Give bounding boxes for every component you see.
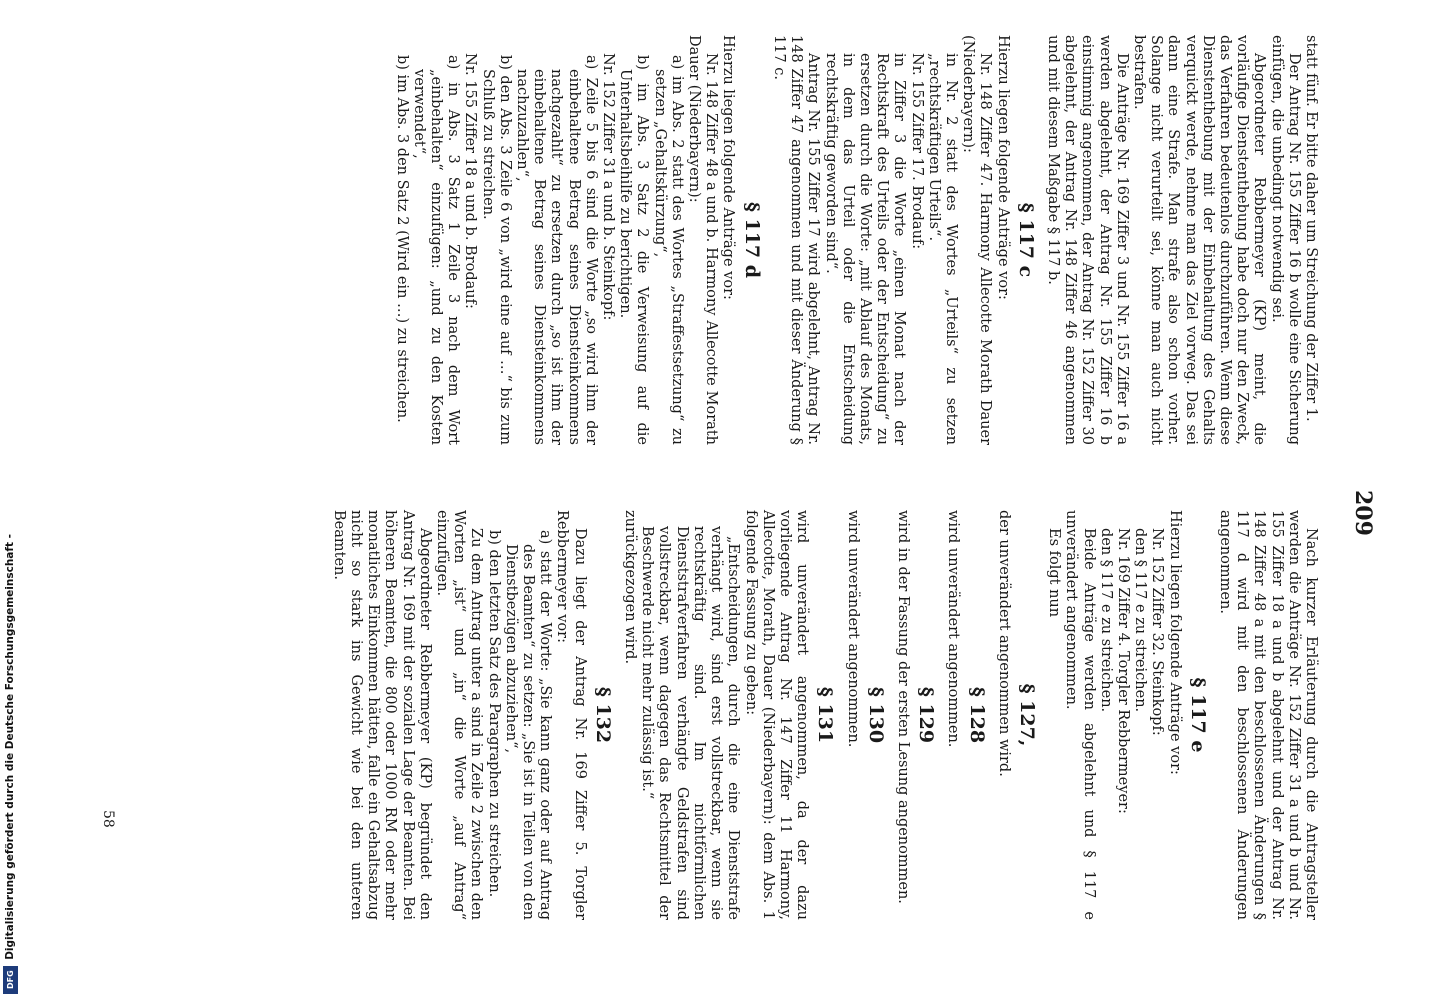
paragraph: Es folgt nun	[1046, 528, 1063, 618]
section-heading: § 127,	[1015, 683, 1038, 747]
paragraph: Hierzu liegen folgende Anträge vor:	[720, 35, 737, 300]
section-heading: § 117 c	[1014, 202, 1037, 278]
motion-item: den § 117 e zu streichen.	[1132, 528, 1149, 713]
section-heading: § 132	[591, 686, 614, 744]
motion-subitem: a) im Abs. 2 statt des Wortes „Straffestsetzung“ zu setzen „Gehaltskürzung“,	[651, 55, 685, 445]
motion-heading: Nr. 169 Ziffer 4. Torgler Rebbermeyer:	[1114, 528, 1131, 814]
motion-heading: Nr. 148 Ziffer 47. Harmony Allecotte Morath Dauer (Niederbayern):	[960, 35, 994, 445]
paragraph: statt fünf. Er bitte daher um Streichung der Ziffer 1.	[1303, 35, 1319, 422]
footer-number: 58	[100, 810, 116, 828]
motion-subitem: b) den Abs. 3 Zeile 6 von „wird eine auf …“ bis zum Schluß zu streichen.	[479, 55, 513, 445]
paragraph: Hierzu liegen folgende Anträge vor:	[994, 35, 1011, 300]
motion-subitem: a) Zeile 5 bis 6 sind die Worte „so wird ihm der einbehaltene Betrag seines Diensteinkommens nachgezahlt“ zu ersetzen durch „so ist ihm der einbehaltene Betrag seines Diensteinkommens nachzuzahlen“,	[514, 55, 599, 445]
paragraph: Dazu liegt der Antrag Nr. 169 Ziffer 5. Torgler Rebbermeyer vor:	[554, 510, 588, 920]
dfg-logo: DFG	[3, 966, 18, 994]
left-column	[392, 35, 1319, 445]
paragraph: Hierzu liegen folgende Anträge vor:	[1166, 510, 1183, 775]
paragraph: Zu dem Antrag unter a sind in Zeile 2 zwischen den Worten „ist“ und „in“ die Worte „auf Antrag“ einzufügen.	[434, 510, 485, 920]
motion-subitem: b) im Abs. 3 den Satz 2 (Wird ein …) zu streichen.	[393, 55, 410, 423]
paragraph: Nach kurzer Erläuterung durch die Antragsteller werden die Anträge Nr. 152 Ziffer 31 a und b und Nr. 155 Ziffer 18 a und b abgelehnt und der Antrag Nr. 148 Ziffer 48 a mit den beschlossenen Änderungen § 117 d wird mit den beschlossenen Änderungen angenommen.	[1216, 510, 1319, 920]
motion-heading: Nr. 148 Ziffer 48 a und b. Harmony Allecotte Morath Dauer (Niederbayern):	[686, 35, 720, 445]
paragraph: wird unverändert angenommen, da der dazu vorliegende Antrag Nr. 147 Ziffer 11 Harmony, Allecotte, Morath, Dauer (Niederbayern): dem Abs. 1 folgende Fassung zu geben:	[742, 510, 811, 920]
section-heading: § 128	[965, 686, 988, 744]
motion-subitem: b) den letzten Satz des Paragraphen zu streichen.	[485, 530, 502, 898]
right-column	[330, 510, 1319, 920]
paragraph: Die Anträge Nr. 169 Ziffer 3 und Nr. 155 Ziffer 16 a werden abgelehnt, der Antrag Nr. 155 Ziffer 16 b einstimmig angenommen, der Antrag Nr. 152 Ziffer 30 abgelehnt, der Antrag Nr. 148 Ziffer 46 angenommen und mit diesem Maßgabe § 117 b.	[1044, 35, 1130, 445]
section-heading: § 130	[864, 686, 887, 744]
motion-heading: Nr. 155 Ziffer 17. Brodauf:	[908, 53, 925, 250]
paragraph: Antrag Nr. 155 Ziffer 17 wird abgelehnt, Antrag Nr. 148 Ziffer 47 angenommen und mit dieser Änderung § 117 c.	[770, 35, 822, 445]
paragraph: Der Antrag Nr. 155 Ziffer 16 b wolle eine Sicherung einfügen, die unbedingt notwendig sei.	[1268, 35, 1302, 445]
section-heading: § 129	[915, 686, 938, 744]
page-number: 209	[1350, 490, 1376, 536]
motion-heading: Nr. 152 Ziffer 31 a und b. Steinkopf:	[600, 53, 617, 321]
section-heading: § 117 d	[740, 201, 763, 279]
motion-heading: Nr. 152 Ziffer 32. Steinkopf:	[1149, 528, 1166, 736]
paragraph: wird unverändert angenommen.	[844, 510, 861, 748]
paragraph: Abgeordneter Rebbermeyer (KP) begründet den Antrag Nr. 169 mit der sozialen Lage der Beamten. Bei höheren Beamten, die 800 oder 1000 RM oder mehr monatliches Einkommen hätten, falle ein Gehaltsabzug nicht so stark ins Gewicht wie bei den unteren Beamten.	[330, 510, 433, 920]
paragraph: zurückgezogen wird.	[622, 510, 639, 665]
quoted-text: „Entscheidungen, durch die eine Dienststrafe verhängt wird, sind erst vollstreckbar, wenn sie rechtskräftig sind. Im nichtförmlichen Dienststrafverfahren verhängte Geldstrafen sind vollstreckbar, wenn dagegen das Rechtsmittel der Beschwerde nicht mehr zulässig ist.“	[639, 526, 742, 920]
paragraph: Abgeordneter Rebbermeyer (KP) meint, die vorläufige Dienstenthebung habe doch nur den Zweck, das Verfahren bedeutenlos durchzuführen. Wenn diese Dienstenthebung mit der Einbehaltung des Gehalts verquickt werde, nehme man das Ziel vorweg. Das sei dann eine Strafe. Man strafe also schon vorher. Solange nicht verurteilt sei, könne man auch nicht bestrafen.	[1130, 35, 1268, 445]
motion-item: in Nr. 2 statt des Wortes „Urteils“ zu setzen „rechtskräftigen Urteils“.	[925, 53, 959, 445]
motion-item: den § 117 e zu streichen.	[1097, 528, 1114, 713]
paragraph: der unverändert angenommen wird.	[995, 510, 1012, 777]
motion-subitem: a) in Abs. 3 Satz 1 Zeile 3 nach dem Wort „einbehalten“ einzufügen: „und zu den Kosten verwendet“,	[410, 55, 462, 445]
paragraph: wird unverändert angenommen.	[945, 510, 962, 748]
motion-heading: Nr. 155 Ziffer 18 a und b. Brodauf:	[462, 53, 479, 309]
dfg-credit-text: Digitalisierung gefördert durch die Deutsche Forschungsgemeinschaft -	[4, 534, 16, 960]
paragraph: Beide Anträge werden abgelehnt und § 117 e unverändert angenommen.	[1063, 510, 1097, 920]
section-heading: § 131	[814, 686, 837, 744]
motion-subitem: a) statt der Worte: „Sie kann ganz oder auf Antrag des Beamten“ zu setzen: „Sie ist in Teilen von den Dienstbezügen abzuziehen“,	[502, 530, 554, 920]
paragraph: wird in der Fassung der ersten Lesung angenommen.	[894, 510, 911, 904]
motion-subitem: b) im Abs. 3 Satz 2 die Verweisung auf die Unterhaltsbeihilfe zu berichtigen.	[617, 55, 651, 445]
motion-item: in Ziffer 3 die Worte „einen Monat nach der Rechtskraft des Urteils oder der Entscheidung“ zu ersetzen durch die Worte: „mit Ablauf des Monats, in dem das Urteil oder die Entscheidung rechtskräftig geworden sind“.	[822, 53, 908, 445]
section-heading: § 117 e	[1186, 677, 1209, 753]
